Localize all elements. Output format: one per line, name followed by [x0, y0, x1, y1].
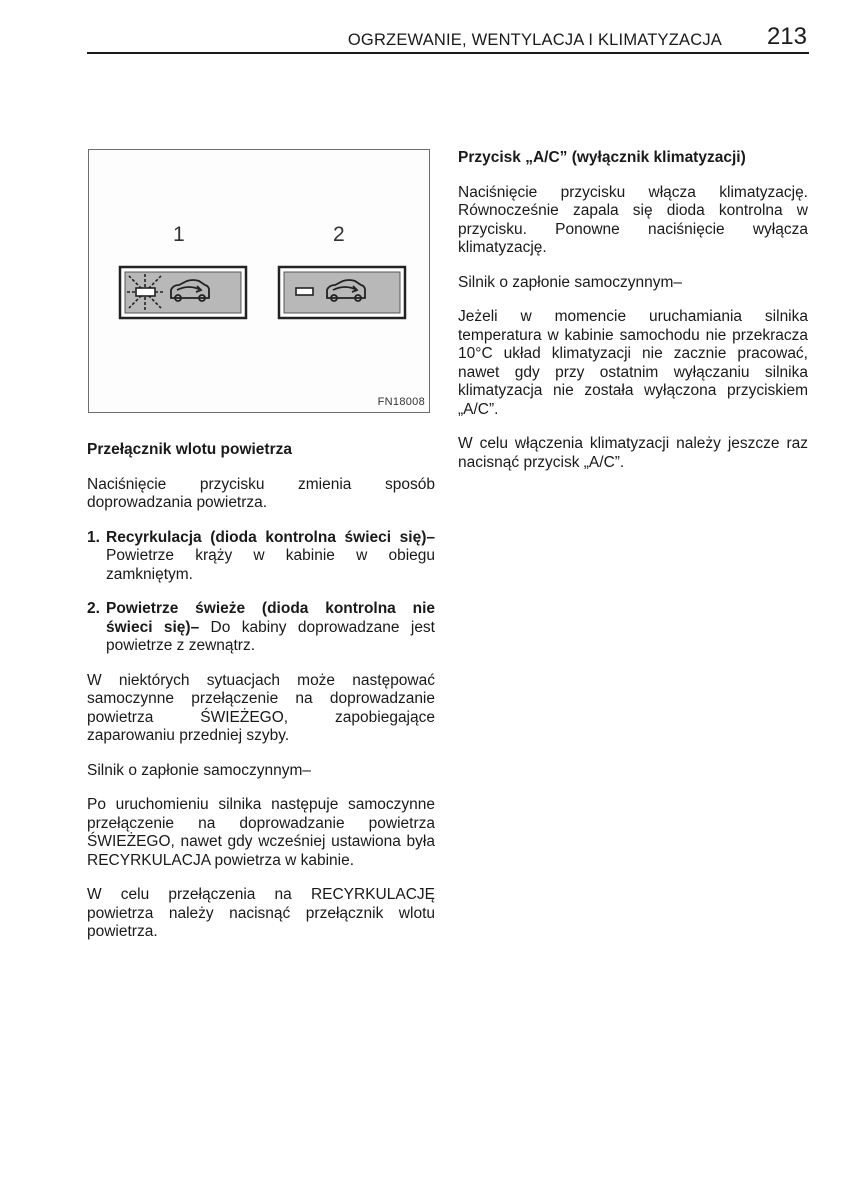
- chapter-title: OGRZEWANIE, WENTYLACJA I KLIMATYZACJA: [347, 31, 722, 49]
- list-item-text: Do kabiny doprowadzane jest powietrze z zewnątrz.: [106, 618, 435, 654]
- list-number: 2.: [87, 600, 100, 617]
- list-item-fresh-air: [87, 600, 435, 656]
- right-column: [458, 149, 808, 488]
- paragraph-intro: Naciśnięcie przycisku zmienia sposób doprowadzania powietrza.: [87, 475, 435, 511]
- list-item-text: Powietrze krąży w kabinie w obiegu zamkniętym.: [106, 547, 435, 583]
- list-item-recirculation: [87, 529, 435, 585]
- paragraph-auto-switch: W niektórych sytuacjach może następować samoczynne przełączenie na doprowadzanie powietrza ŚWIEŻEGO, zapobiegające zaparowaniu przedniej szyby.: [87, 671, 435, 744]
- paragraph-after-start: Po uruchomieniu silnika następuje samoczynne przełączenie na doprowadzanie powietrza ŚWIEŻEGO, nawet gdy wcześniej ustawiona była RECYRKULACJA powietrza w kabinie.: [87, 796, 435, 869]
- section-heading-ac-button: Przycisk „A/C” (wyłącznik klimatyzacji): [458, 149, 746, 166]
- list-item-title: Recyrkulacja (dioda kontrolna świeci się)–: [106, 528, 435, 546]
- paragraph-engine-type: Silnik o zapłonie samoczynnym–: [458, 273, 682, 291]
- figure-label-2: 2: [333, 223, 345, 246]
- figure-label-1: 1: [173, 223, 185, 246]
- button-illustration: [88, 149, 430, 413]
- paragraph-reenable-ac: W celu włączenia klimatyzacji należy jeszcze raz nacisnąć przycisk „A/C”.: [458, 435, 808, 471]
- paragraph-engine-type: Silnik o zapłonie samoczynnym–: [87, 761, 311, 779]
- left-column: [87, 441, 435, 958]
- figure-code: FN18008: [377, 396, 425, 408]
- page-number: 213: [766, 23, 807, 50]
- list-item-title: Powietrze świeże (dioda kontrolna nie świeci się)–: [106, 600, 435, 636]
- button-2-fresh-air-icon: [279, 267, 405, 318]
- paragraph-temperature: Jeżeli w momencie uruchamiania silnika temperatura w kabinie samochodu nie przekracza 10°C układ klimatyzacji nie zacznie pracować, nawet gdy przy ostatnim wyłączaniu silnika klimatyzacja nie została wyłączona przyciskiem „A/C”.: [458, 308, 808, 418]
- recirculation-button-diagram: [89, 150, 431, 414]
- paragraph-switch-recirculation: W celu przełączenia na RECYRKULACJĘ powietrza należy nacisnąć przełącznik wlotu powietrza.: [87, 886, 435, 940]
- section-heading-air-inlet: Przełącznik wlotu powietrza: [87, 441, 292, 458]
- list-number: 1.: [87, 528, 100, 546]
- button-1-recirculation-icon: [120, 267, 246, 318]
- paragraph-ac-press: Naciśnięcie przycisku włącza klimatyzację. Równocześnie zapala się dioda kontrolna w przycisku. Ponowne naciśnięcie wyłącza klimatyzację.: [458, 183, 808, 256]
- page-header: [87, 23, 809, 54]
- led-off-icon: [296, 288, 313, 295]
- led-on-icon: [136, 288, 155, 296]
